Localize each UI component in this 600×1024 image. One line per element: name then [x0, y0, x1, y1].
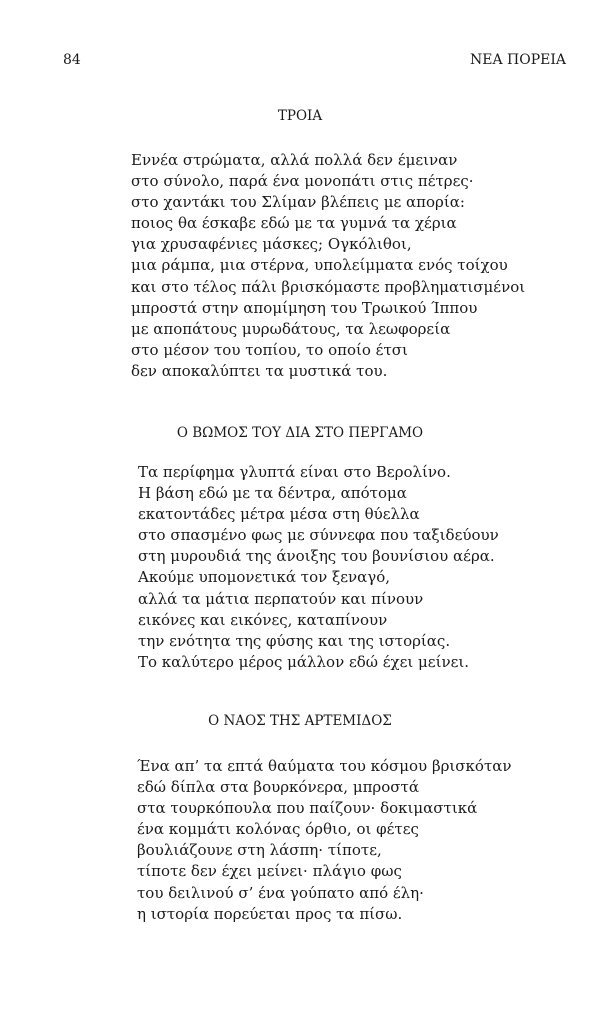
- poem-line: στο σπασμένο φως με σύννεφα που ταξιδεύουν: [138, 526, 499, 545]
- poem-line: τίποτε δεν έχει μείνει· πλάγιο φως: [137, 862, 402, 881]
- poem-line: ποιος θα έσκαβε εδώ με τα γυμνά τα χέρια: [131, 214, 457, 233]
- page-number: 84: [63, 52, 81, 68]
- poem-line: στα τουρκόπουλα που παίζουν· δοκιμαστικά: [137, 799, 478, 818]
- poem-line: την ενότητα της φύσης και της ιστορίας.: [138, 631, 451, 650]
- poem-line: εικόνες και εικόνες, καταπίνουν: [138, 610, 388, 629]
- running-head: ΝΕΑ ΠΟΡΕΙΑ: [470, 52, 566, 68]
- poem-title-pergamon-altar: Ο ΒΩΜΟΣ ΤΟΥ ΔΙΑ ΣΤΟ ΠΕΡΓΑΜΟ: [176, 425, 424, 441]
- poem-title-temple-of-artemis: Ο ΝΑΟΣ ΤΗΣ ΑΡΤΕΜΙΔΟΣ: [208, 713, 392, 729]
- poem-line: και στο τέλος πάλι βρισκόμαστε προβληματισμένοι: [131, 277, 526, 296]
- poem-line: στη μυρουδιά της άνοιξης του βουνίσιου αέρα.: [138, 547, 495, 566]
- poem-line: δεν αποκαλύπτει τα μυστικά του.: [131, 361, 388, 380]
- poem-line: μια ράμπα, μια στέρνα, υπολείμματα ενός τοίχου: [131, 256, 508, 275]
- poem-line: Ακούμε υπομονετικά τον ξεναγό,: [138, 568, 391, 587]
- poem-line: Τα περίφημα γλυπτά είναι στο Βερολίνο.: [138, 463, 451, 481]
- poem-line: εδώ δίπλα στα βουρκόνερα, μπροστά: [137, 778, 419, 797]
- poem-line: η ιστορία πορεύεται προς τα πίσω.: [137, 904, 403, 923]
- poem-line: Το καλύτερο μέρος μάλλον εδώ έχει μείνει.: [138, 652, 469, 671]
- poem-line: βουλιάζουνε στη λάσπη· τίποτε,: [137, 841, 382, 860]
- poem-line: Ένα απ’ τα επτά θαύματα του κόσμου βρισκόταν: [137, 757, 512, 775]
- poem-line: Η βάση εδώ με τα δέντρα, απότομα: [138, 484, 407, 503]
- poem-title-troia: ΤΡΟΙΑ: [277, 108, 323, 124]
- poem-line: στο μέσον του τοπίου, το οποίο έτσι: [131, 340, 408, 359]
- poem-line: ένα κομμάτι κολόνας όρθιο, οι φέτες: [137, 820, 419, 839]
- poem-line: Εννέα στρώματα, αλλά πολλά δεν έμειναν: [131, 151, 458, 169]
- poem-body-temple-of-artemis: [137, 756, 512, 925]
- poem-line: του δειλινού σ’ ένα γούπατο από έλη·: [137, 883, 424, 902]
- poem-body-troia: [131, 150, 525, 382]
- poem-line: στο χαντάκι του Σλίμαν βλέπεις με απορία:: [131, 193, 465, 212]
- poem-body-pergamon-altar: [138, 462, 499, 673]
- poem-line: αλλά τα μάτια περπατούν και πίνουν: [138, 589, 424, 608]
- poem-line: εκατοντάδες μέτρα μέσα στη θύελλα: [138, 505, 420, 524]
- poem-line: μπροστά στην απομίμηση του Τρωικού Ίππου: [131, 298, 478, 317]
- poem-line: στο σύνολο, παρά ένα μονοπάτι στις πέτρες·: [131, 172, 474, 191]
- poem-line: για χρυσαφένιες μάσκες; Ογκόλιθοι,: [131, 235, 412, 254]
- poem-line: με αποπάτους μυρωδάτους, τα λεωφορεία: [131, 319, 451, 338]
